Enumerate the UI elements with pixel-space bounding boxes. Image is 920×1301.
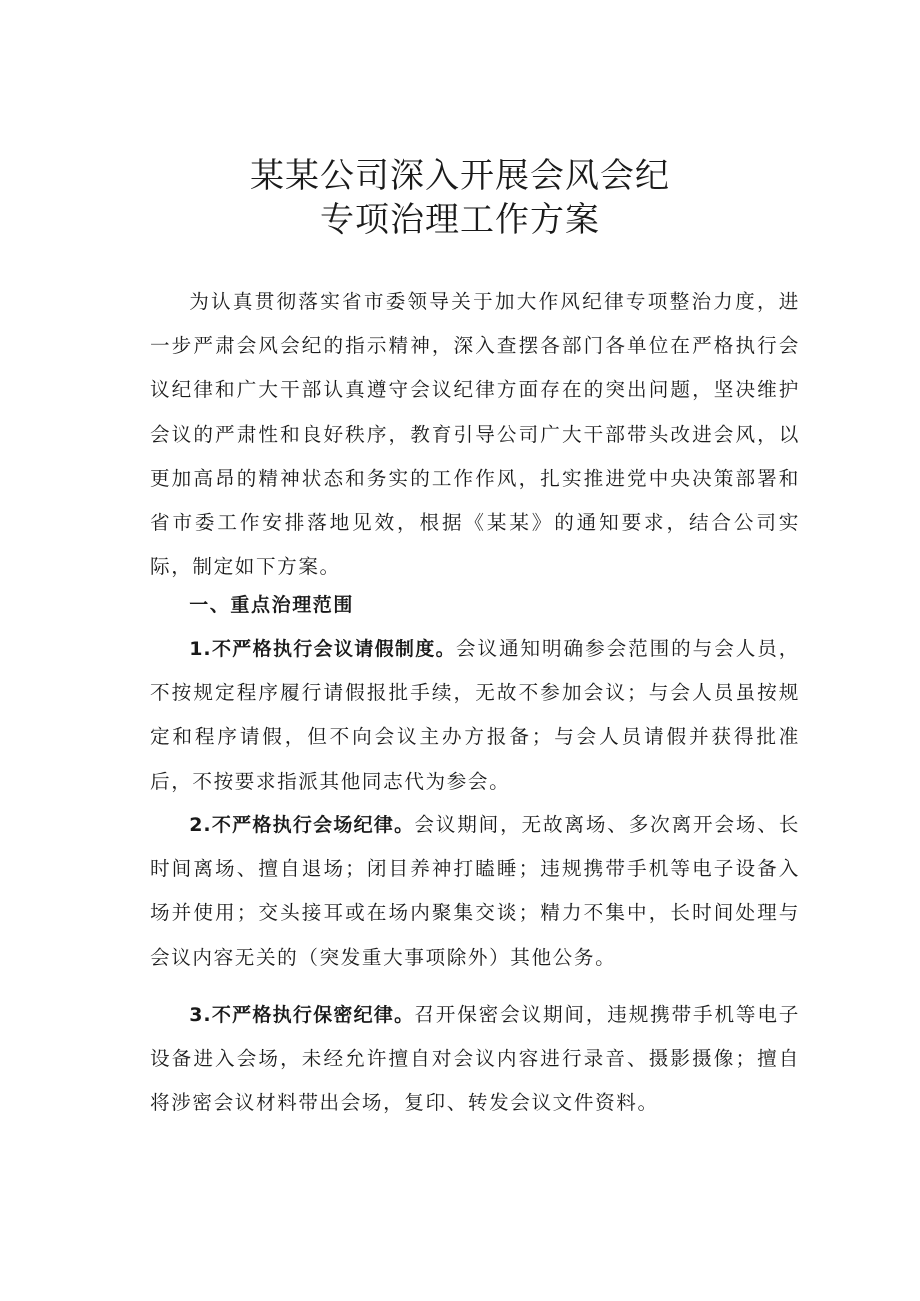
item-2-lead: 2.不严格执行会场纪律。 bbox=[189, 814, 415, 836]
document-title-line-2: 专项治理工作方案 bbox=[320, 200, 600, 240]
item-3-lead: 3.不严格执行保密纪律。 bbox=[189, 1004, 415, 1026]
intro-paragraph-block bbox=[150, 280, 800, 589]
item-3 bbox=[150, 993, 800, 1126]
item-2-text: 会议期间，无故离场、多次离开会场、长时间离场、擅自退场；闭目养神打瞌睡；违规携带手机等电子设备入场并使用；交头接耳或在场内聚集交谈；精力不集中，长时间处理与会议内容无关的（突发重大事项除外）其他公务。 bbox=[150, 813, 800, 969]
item-3-text: 召开保密会议期间，违规携带手机等电子设备进入会场，未经允许擅自对会议内容进行录音、摄影摄像；擅自将涉密会议材料带出会场，复印、转发会议文件资料。 bbox=[150, 1003, 800, 1115]
intro-paragraph: 为认真贯彻落实省市委领导关于加大作风纪律专项整治力度，进一步严肃会风会纪的指示精神，深入查摆各部门各单位在严格执行会议纪律和广大干部认真遵守会议纪律方面存在的突出问题，坚决维护会议的严肃性和良好秩序，教育引导公司广大干部带头改进会风，以更加高昂的精神状态和务实的工作作风，扎实推进党中央决策部署和省市委工作安排落地见效，根据《某某》的通知要求，结合公司实际，制定如下方案。 bbox=[150, 290, 800, 579]
document-title-line-1: 某某公司深入开展会风会纪 bbox=[250, 156, 670, 196]
item-1-lead: 1.不严格执行会议请假制度。 bbox=[189, 638, 456, 660]
item-1 bbox=[150, 627, 800, 804]
section-heading-block bbox=[150, 583, 800, 627]
item-1-text: 会议通知明确参会范围的与会人员，不按规定程序履行请假报批手续，无故不参加会议；与会人员虽按规定和程序请假，但不向会议主办方报备；与会人员请假并获得批准后，不按要求指派其他同志代为参会。 bbox=[150, 637, 800, 793]
section-heading: 一、重点治理范围 bbox=[189, 594, 354, 616]
item-2 bbox=[150, 803, 800, 980]
